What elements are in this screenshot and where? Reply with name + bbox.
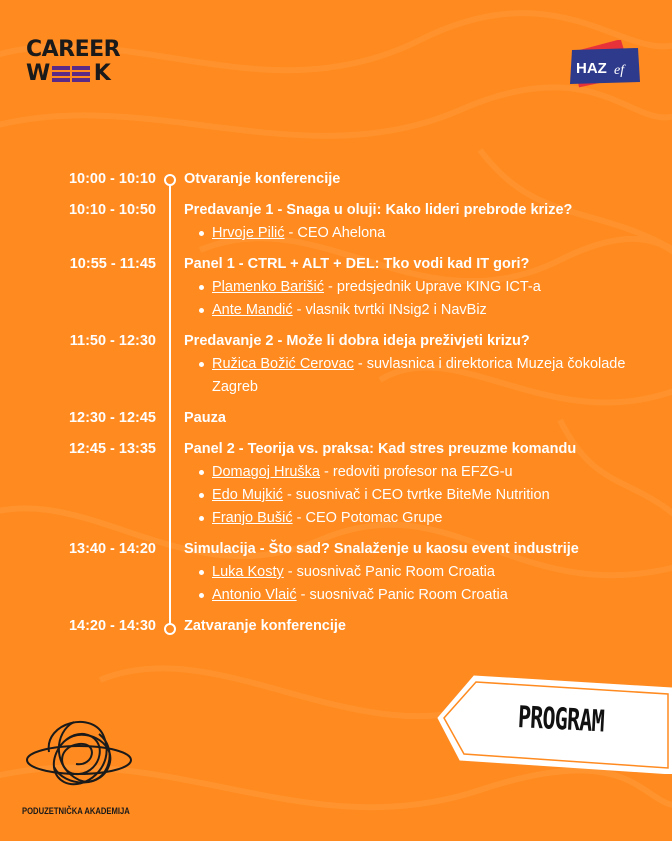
- speaker-item: [184, 561, 644, 584]
- career-week-logo-w: W: [26, 61, 50, 86]
- schedule-item: [40, 615, 650, 638]
- speaker-role: - predsjednik Uprave KING ICT-a: [324, 279, 541, 295]
- speaker-item: [184, 461, 644, 484]
- speaker-item: [184, 276, 644, 299]
- speaker-item: [184, 584, 644, 607]
- speaker-name-link[interactable]: Ante Mandić: [212, 302, 293, 318]
- schedule-title: Otvaranje konferencije: [184, 171, 341, 187]
- speaker-role: - suosnivač Panic Room Croatia: [283, 564, 495, 580]
- calendar-stripes-icon: [52, 64, 92, 84]
- speaker-role: - CEO Ahelona: [284, 225, 386, 241]
- speaker-role: - vlasnik tvrtki INsig2 i NavBiz: [292, 302, 487, 318]
- speaker-item: [184, 353, 644, 399]
- timeline-spacer: [156, 199, 184, 245]
- timeline-spacer: [156, 168, 184, 191]
- timeline-spacer: [156, 538, 184, 607]
- schedule-item: [40, 407, 650, 430]
- timeline-spacer: [156, 438, 184, 530]
- schedule-item: [40, 438, 650, 530]
- speaker-role: - suosnivač Panic Room Croatia: [296, 587, 508, 603]
- speaker-name-link[interactable]: Franjo Bušić: [212, 510, 293, 526]
- schedule-time: 10:00 - 10:10: [68, 171, 156, 187]
- speaker-name-link[interactable]: Plamenko Barišić: [212, 279, 325, 295]
- speaker-name-link[interactable]: Edo Mujkić: [212, 487, 283, 503]
- speaker-item: [184, 222, 644, 245]
- schedule-time: 12:30 - 12:45: [68, 410, 156, 426]
- speaker-item: [184, 299, 644, 322]
- haz-ef-logo-ef: ef: [614, 63, 625, 78]
- schedule-content: [184, 168, 644, 191]
- schedule-item: [40, 253, 650, 322]
- schedule-content: [184, 438, 644, 530]
- schedule-title: Zatvaranje konferencije: [184, 618, 346, 634]
- schedule-content: [184, 615, 644, 638]
- haz-ef-logo: [566, 40, 646, 88]
- timeline-spacer: [156, 407, 184, 430]
- schedule-time: 10:55 - 11:45: [69, 256, 156, 272]
- schedule-content: [184, 199, 644, 245]
- speaker-role: - redoviti profesor na EFZG-u: [320, 464, 513, 480]
- speaker-item: [184, 484, 644, 507]
- timeline-spacer: [156, 615, 184, 638]
- schedule-gap: [40, 399, 650, 407]
- speaker-role: - CEO Potomac Grupe: [292, 510, 443, 526]
- schedule-content: [184, 407, 644, 430]
- speaker-name-link[interactable]: Hrvoje Pilić: [212, 225, 285, 241]
- schedule-gap: [40, 191, 650, 199]
- schedule-time: 11:50 - 12:30: [69, 333, 156, 349]
- program-label: PROGRAM: [517, 700, 605, 740]
- poduzetnicka-akademija-label: PODUZETNIČKA AKADEMIJA: [22, 806, 130, 816]
- schedule-gap: [40, 322, 650, 330]
- schedule-item: [40, 330, 650, 399]
- schedule-title: Pauza: [184, 410, 226, 426]
- haz-ef-logo-graphic: [566, 40, 646, 88]
- career-week-logo-line2: [26, 62, 136, 86]
- timeline-spacer: [156, 253, 184, 322]
- schedule-time: 12:45 - 13:35: [68, 441, 156, 457]
- schedule-item: [40, 168, 650, 191]
- schedule-title: Predavanje 2 - Može li dobra ideja preživjeti krizu?: [184, 333, 530, 349]
- schedule-time: 10:10 - 10:50: [68, 202, 156, 218]
- timeline-spacer: [156, 330, 184, 399]
- schedule-title: Panel 2 - Teorija vs. praksa: Kad stres preuzme komandu: [184, 441, 577, 457]
- schedule-item: [40, 538, 650, 607]
- speaker-name-link[interactable]: Domagoj Hruška: [212, 464, 320, 480]
- schedule-content: [184, 538, 644, 607]
- speaker-role: - suosnivač i CEO tvrtke BiteMe Nutrition: [282, 487, 550, 503]
- schedule-item: [40, 199, 650, 245]
- career-week-logo: [26, 38, 136, 90]
- schedule-gap: [40, 607, 650, 615]
- speaker-name-link[interactable]: Ružica Božić Cerovac: [212, 356, 354, 372]
- schedule-time: 13:40 - 14:20: [68, 541, 156, 557]
- schedule-title: Simulacija - Što sad? Snalaženje u kaosu event industrije: [184, 541, 579, 557]
- program-schedule: [40, 168, 650, 638]
- speaker-item: [184, 507, 644, 530]
- speaker-role: - suvlasnica i direktorica Muzeja čokolade Zagreb: [212, 356, 626, 395]
- schedule-title: Predavanje 1 - Snaga u oluji: Kako lideri prebrode krize?: [184, 202, 573, 218]
- career-week-logo-k: K: [93, 61, 111, 86]
- career-week-logo-line1: CAREER: [26, 37, 121, 62]
- schedule-time: 14:20 - 14:30: [68, 618, 156, 634]
- speaker-name-link[interactable]: Antonio Vlaić: [212, 587, 297, 603]
- schedule-gap: [40, 430, 650, 438]
- haz-ef-logo-text: HAZ: [576, 60, 607, 77]
- schedule-gap: [40, 245, 650, 253]
- schedule-gap: [40, 530, 650, 538]
- speaker-name-link[interactable]: Luka Kosty: [212, 564, 284, 580]
- schedule-title: Panel 1 - CTRL + ALT + DEL: Tko vodi kad IT gori?: [184, 256, 530, 272]
- schedule-content: [184, 330, 644, 399]
- schedule-content: [184, 253, 644, 322]
